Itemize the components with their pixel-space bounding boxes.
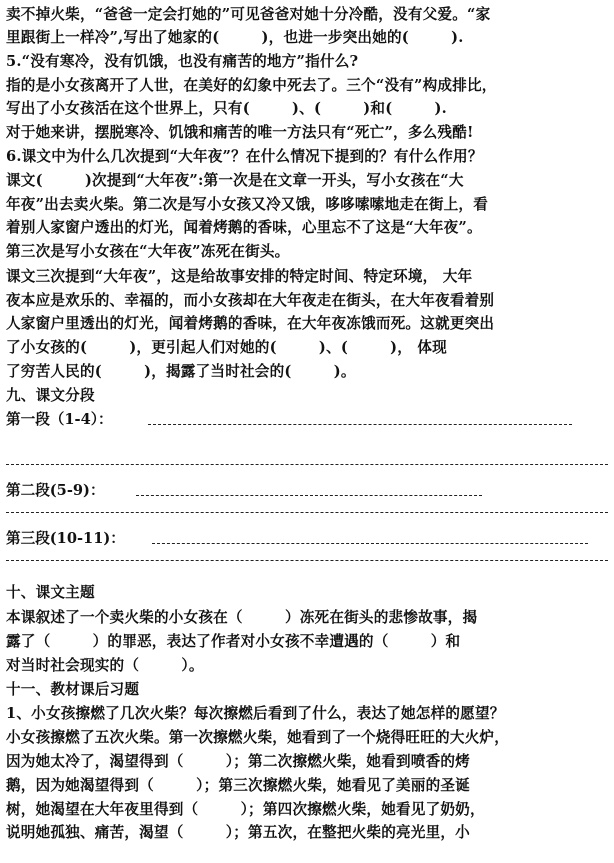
lines-line-6: 6.课文中为什么几次提到“大年夜”？在什么情况下提到的？有什么作用？: [6, 148, 483, 165]
lines2-line-7: 因为她太冷了，渴望得到（ ）；第二次擦燃火柴，她看到喷香的烤: [6, 753, 470, 770]
lines-line-2: 5.“没有寒冷，没有饥饿，也没有痛苦的地方”指什么?: [6, 53, 359, 70]
lines-line-1: 里跟街上一样冷”,写出了她家的( )，也进一步突出她的( ).: [6, 29, 464, 46]
lines-line-8: 年夜”出去卖火柴。第二次是写小女孩又冷又饿，哆哆嗦嗦地走在街上，看: [6, 196, 488, 213]
lines2-line-6: 小女孩擦燃了五次火柴。第一次擦燃火柴，她看到了一个烧得旺旺的大火炉，: [6, 729, 509, 746]
lines2-line-10: 说明她孤独、痛苦，渴望（ ）；第五次，在整把火柴的亮光里，小: [6, 824, 470, 841]
lines2-line-8: 鹅，因为她渴望得到（ ）；第三次擦燃火柴，她看见了美丽的圣诞: [6, 777, 470, 794]
segment-label-3: 第三段(10-11)：: [6, 530, 125, 547]
lines2-line-4: 十一、教材课后习题: [6, 681, 140, 698]
lines-line-14: 了小女孩的( )，更引起人们对她的( )、( )， 体现: [6, 339, 447, 356]
lines-line-9: 着别人家窗户透出的灯光，闻着烤鹅的香味，心里忘不了这是“大年夜”。: [6, 219, 482, 236]
lines2-line-5: 1、小女孩擦燃了几次火柴？每次擦燃后看到了什么，表达了她怎样的愿望？: [6, 705, 505, 722]
lines2-line-2: 露了（ ）的罪恶，表达了作者对小女孩不幸遭遇的（ ）和: [6, 633, 461, 650]
lines-line-12: 夜本应是欢乐的、幸福的，而小女孩却在大年夜走在街头，在大年夜看着别: [6, 292, 495, 309]
answer-blank-line[interactable]: [152, 543, 588, 544]
lines-line-11: 课文三次提到“大年夜”，这是给故事安排的特定时间、特定环境， 大年: [6, 268, 473, 285]
lines-line-4: 写出了小女孩活在这个世界上，只有( )、( )和( ).: [6, 100, 447, 117]
lines2-line-9: 树，她渴望在大年夜里得到（ ）；第四次擦燃火柴，她看见了奶奶，: [6, 801, 485, 818]
answer-blank-line[interactable]: [6, 560, 608, 561]
lines-line-15: 了穷苦人民的( )，揭露了当时社会的( )。: [6, 363, 356, 380]
lines2-line-0: 十、课文主题: [6, 584, 95, 601]
answer-blank-line[interactable]: [6, 512, 608, 513]
answer-blank-line[interactable]: [6, 464, 608, 465]
answer-blank-line[interactable]: [136, 495, 482, 496]
answer-blank-line[interactable]: [148, 424, 572, 425]
lines-line-5: 对于她来讲，摆脱寒冷、饥饿和痛苦的唯一方法只有“死亡”，多么残酷!: [6, 124, 474, 141]
lines2-line-1: 本课叙述了一个卖火柴的小女孩在（ ）冻死在街头的悲惨故事，揭: [6, 609, 478, 626]
lines-line-13: 人家窗户里透出的灯光，闻着烤鹅的香味，在大年夜冻饿而死。这就更突出: [6, 315, 495, 332]
lines-line-10: 第三次是写小女孩在“大年夜”冻死在街头。: [6, 243, 290, 260]
segment-label-2: 第二段(5-9)：: [6, 482, 105, 499]
lines-line-0: 卖不掉火柴，“爸爸一定会打她的”可见爸爸对她十分冷酷，没有父爱。“家: [6, 6, 491, 23]
lines-line-7: 课文( )次提到“大年夜”:第一次是在文章一开头，写小女孩在“大: [6, 172, 464, 189]
segment-label-1: 第一段（1-4）：: [6, 411, 113, 428]
lines2-line-3: 对当时社会现实的（ ）。: [6, 657, 204, 674]
lines-line-16: 九、课文分段: [6, 387, 95, 404]
lines-line-3: 指的是小女孩离开了人世，在美好的幻象中死去了。三个“没有”构成排比，: [6, 77, 497, 94]
